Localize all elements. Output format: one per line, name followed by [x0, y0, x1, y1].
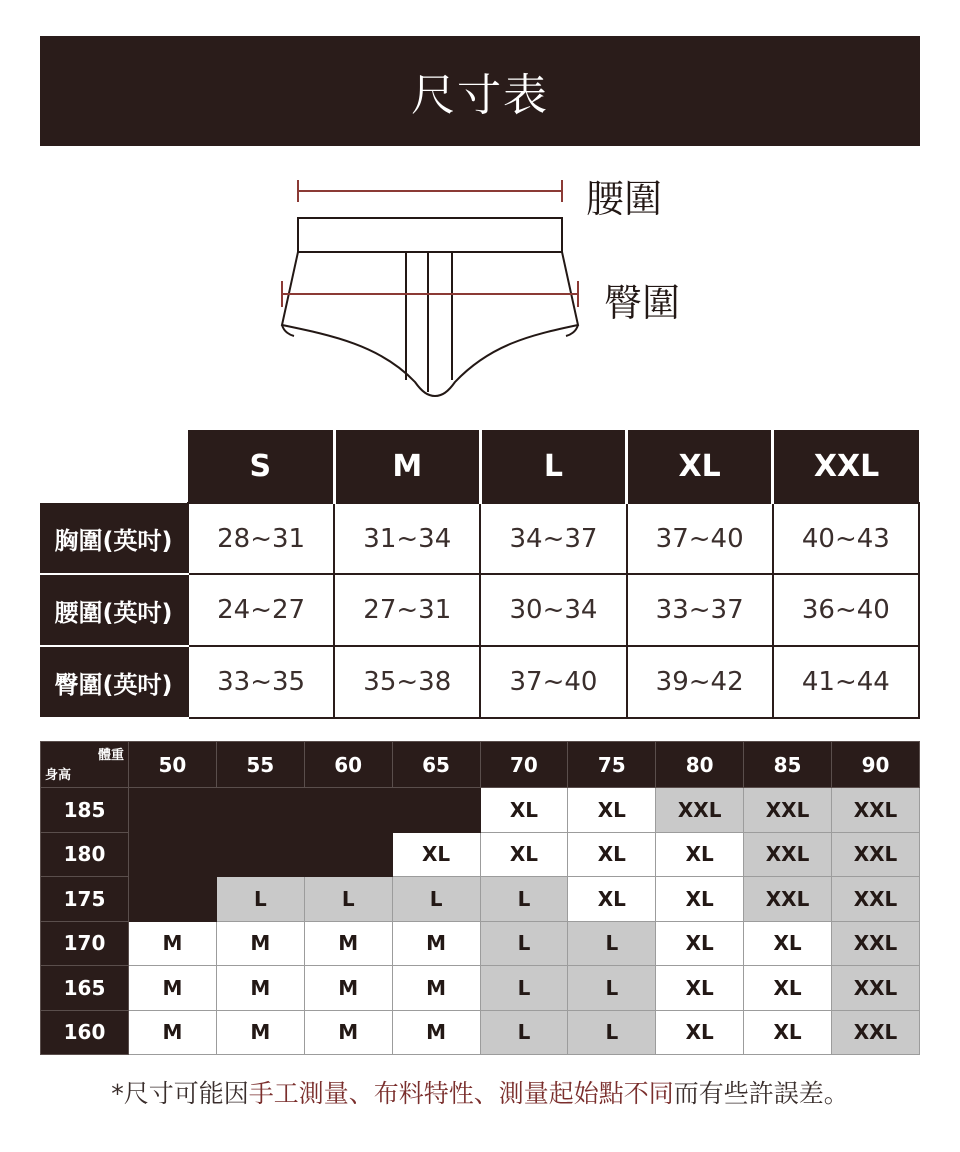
weight-header: 75 [568, 742, 656, 788]
size-cell [216, 788, 304, 833]
table-cell: 30~34 [480, 574, 626, 646]
size-header: S [188, 430, 334, 503]
table-cell: 33~37 [627, 574, 773, 646]
size-cell: XL [568, 877, 656, 922]
size-cell: M [392, 921, 480, 966]
size-cell: XXL [832, 832, 920, 877]
weight-header: 65 [392, 742, 480, 788]
size-cell: XL [568, 788, 656, 833]
size-cell: XL [568, 832, 656, 877]
size-cell: XXL [832, 1010, 920, 1055]
height-header: 180 [41, 832, 129, 877]
size-cell: XL [656, 966, 744, 1011]
size-cell: L [304, 877, 392, 922]
size-cell: L [480, 1010, 568, 1055]
table-cell: 34~37 [480, 503, 626, 574]
size-cell: L [568, 1010, 656, 1055]
size-header: L [480, 430, 626, 503]
table-row [41, 921, 920, 966]
table-row [41, 788, 920, 833]
size-cell: XL [480, 788, 568, 833]
size-cell: XXL [832, 788, 920, 833]
table-cell: 33~35 [188, 646, 334, 718]
size-cell [304, 788, 392, 833]
waist-measure-line [298, 180, 562, 202]
table-row [40, 646, 919, 718]
table-row [41, 877, 920, 922]
table-cell: 28~31 [188, 503, 334, 574]
size-cell: M [129, 1010, 217, 1055]
height-header: 185 [41, 788, 129, 833]
size-header: XXL [773, 430, 919, 503]
size-cell [216, 832, 304, 877]
size-cell: M [216, 966, 304, 1011]
table-cell: 36~40 [773, 574, 919, 646]
size-cell: XL [480, 832, 568, 877]
size-cell: M [216, 921, 304, 966]
table-cell: 40~43 [773, 503, 919, 574]
hip-measure-line [282, 281, 578, 307]
footnote-highlight: 手工測量、布料特性、測量起始點不同 [248, 1079, 674, 1108]
table-row [40, 574, 919, 646]
size-cell: XL [744, 1010, 832, 1055]
table-cell: 41~44 [773, 646, 919, 718]
brief-outline [282, 218, 578, 396]
weight-header: 60 [304, 742, 392, 788]
weight-header: 70 [480, 742, 568, 788]
size-cell: M [129, 921, 217, 966]
table-corner [40, 430, 188, 503]
size-header: XL [627, 430, 773, 503]
table-row [40, 503, 919, 574]
table-cell: 24~27 [188, 574, 334, 646]
size-cell [304, 832, 392, 877]
hip-label: 臀圍 [604, 281, 681, 325]
size-cell: M [129, 966, 217, 1011]
size-cell: XXL [832, 877, 920, 922]
size-cell: XXL [832, 966, 920, 1011]
weight-axis-label: 體重 [97, 748, 124, 763]
weight-header: 90 [832, 742, 920, 788]
size-cell [129, 832, 217, 877]
height-axis-label: 身高 [45, 768, 72, 783]
row-label-hip: 臀圍(英吋) [40, 646, 188, 718]
footnote-suffix: 而有些許誤差。 [673, 1079, 849, 1108]
size-cell: XXL [744, 877, 832, 922]
size-cell: XL [392, 832, 480, 877]
weight-header: 80 [656, 742, 744, 788]
size-cell: L [480, 966, 568, 1011]
size-cell: XL [656, 877, 744, 922]
table-cell: 35~38 [334, 646, 480, 718]
table-cell: 37~40 [480, 646, 626, 718]
size-cell: XL [656, 1010, 744, 1055]
height-header: 165 [41, 966, 129, 1011]
grid-header-row [41, 742, 920, 788]
size-cell: M [304, 1010, 392, 1055]
height-weight-grid [40, 741, 920, 1055]
size-cell: L [480, 877, 568, 922]
waist-label: 腰圍 [586, 177, 663, 221]
size-cell [129, 877, 217, 922]
size-cell: M [304, 921, 392, 966]
size-cell: XXL [744, 788, 832, 833]
height-header: 170 [41, 921, 129, 966]
size-cell: XL [656, 921, 744, 966]
height-header: 160 [41, 1010, 129, 1055]
size-cell: XXL [832, 921, 920, 966]
footnote-prefix: *尺寸可能因 [111, 1079, 249, 1108]
weight-header: 85 [744, 742, 832, 788]
size-header-row [40, 430, 919, 503]
row-label-chest: 胸圍(英吋) [40, 503, 188, 574]
size-cell: L [392, 877, 480, 922]
height-header: 175 [41, 877, 129, 922]
table-cell: 27~31 [334, 574, 480, 646]
size-cell: M [392, 966, 480, 1011]
size-cell: L [568, 921, 656, 966]
size-cell: XXL [656, 788, 744, 833]
size-cell: XL [744, 921, 832, 966]
size-cell: XL [656, 832, 744, 877]
size-measurement-table [40, 430, 920, 719]
table-cell: 37~40 [627, 503, 773, 574]
size-cell: XL [744, 966, 832, 1011]
weight-header: 50 [129, 742, 217, 788]
grid-corner [41, 742, 129, 788]
table-row [41, 832, 920, 877]
footnote [0, 1074, 960, 1110]
page-title: 尺寸表 [40, 36, 920, 146]
weight-header: 55 [216, 742, 304, 788]
grid-body [41, 788, 920, 1055]
size-cell [392, 788, 480, 833]
table-cell: 39~42 [627, 646, 773, 718]
size-cell [129, 788, 217, 833]
size-cell: L [568, 966, 656, 1011]
size-cell: L [480, 921, 568, 966]
size-cell: M [304, 966, 392, 1011]
table-row [41, 1010, 920, 1055]
size-cell: M [392, 1010, 480, 1055]
size-cell: L [216, 877, 304, 922]
table-row [41, 966, 920, 1011]
size-cell: XXL [744, 832, 832, 877]
table-cell: 31~34 [334, 503, 480, 574]
row-label-waist: 腰圍(英吋) [40, 574, 188, 646]
size-cell: M [216, 1010, 304, 1055]
size-header: M [334, 430, 480, 503]
